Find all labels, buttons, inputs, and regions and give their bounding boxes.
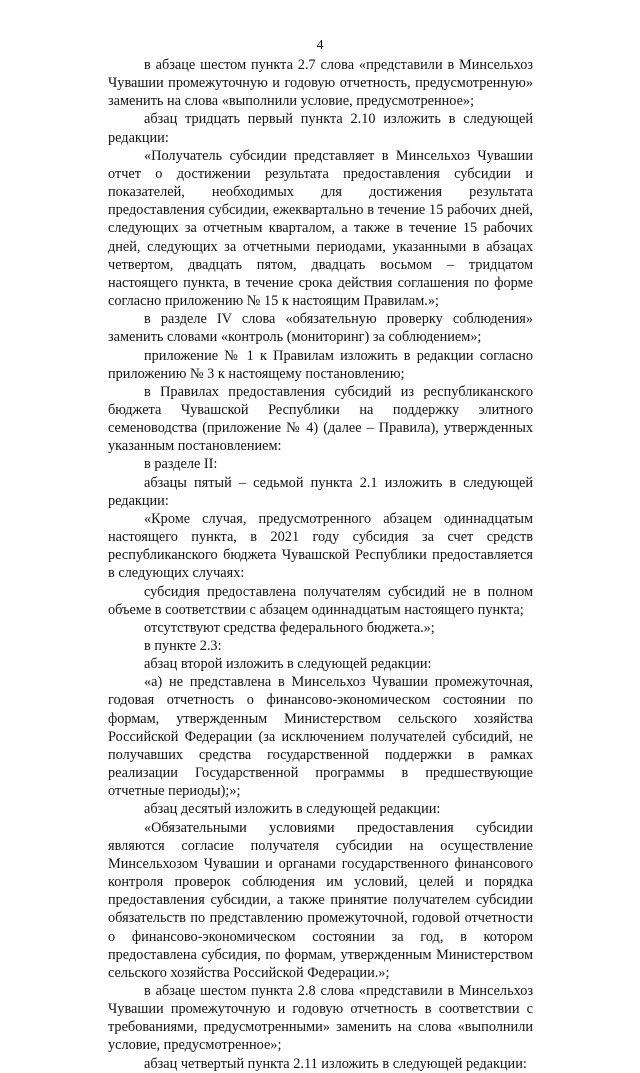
paragraph: приложение № 1 к Правилам изложить в редакции согласно приложению № 3 к настоящему постановлению; [108,347,533,382]
paragraph: в разделе IV слова «обязательную проверку соблюдения» заменить словами «контроль (мониторинг) за соблюдением»; [108,311,533,346]
paragraph: отсутствуют средства федерального бюджета.»; [144,619,435,636]
paragraph: в разделе II: [144,456,218,473]
paragraph: «Кроме случая, предусмотренного абзацем одиннадцатым настоящего пункта, в 2021 году субсидия за счет средств республиканского бюджета Чувашской Республики предоставляется в следующих случаях: [108,510,533,582]
paragraph: абзац десятый изложить в следующей редакции: [144,801,441,818]
paragraph: «Обязательными условиями предоставления субсидии являются согласие получателя субсидии на осуществление Минсельхозом Чувашии и органами государственного финансового контроля проверок соблюдения им условий, целей и порядка предоставления субсидии, а также принятие получателем субсидии обязательств по представлению промежуточной, годовой отчетности о финансово-экономическом состоянии за год, в котором предоставлена субсидия, по формам, утвержденным Министерством сельского хозяйства Российской Федерации.»; [108,819,533,981]
paragraph: абзацы пятый – седьмой пункта 2.1 изложить в следующей редакции: [108,474,533,509]
paragraph: в пункте 2.3: [144,638,222,654]
paragraph: абзац второй изложить в следующей редакции: [144,656,432,673]
paragraph: абзац четвертый пункта 2.11 изложить в следующей редакции: [144,1055,527,1072]
paragraph: абзац тридцать первый пункта 2.10 изложить в следующей редакции: [108,111,533,146]
paragraph: в абзаце шестом пункта 2.7 слова «представили в Минсельхоз Чувашии промежуточную и годовую отчетность, предусмотренную» заменить на слова «выполнили условие, предусмотренное»; [108,57,533,110]
document-body [108,56,533,1073]
paragraph: субсидия предоставлена получателям субсидий не в полном объеме в соответствии с абзацем одиннадцатым настоящего пункта; [108,583,533,618]
paragraph: «а) не представлена в Минсельхоз Чувашии промежуточная, годовая отчетность о финансово-экономическом состоянии по формам, утвержденным Министерством сельского хозяйства Российской Федерации (за исключением получателей субсидий, не получавших средства государственной поддержки в рамках реализации Государственной программы в предшествующие отчетные периоды);»; [108,674,533,800]
paragraph: в Правилах предоставления субсидий из республиканского бюджета Чувашской Республики на поддержку элитного семеноводства (приложение № 4) (далее – Правила), утвержденных указанным постановлением: [108,383,533,455]
paragraph: в абзаце шестом пункта 2.8 слова «представили в Минсельхоз Чувашии промежуточную и годовую отчетность в соответствии с требованиями, предусмотренными» заменить на слова «выполнили условие, предусмотренное»; [108,982,533,1054]
page-number: 4 [316,38,324,53]
paragraph: «Получатель субсидии представляет в Минсельхоз Чувашии отчет о достижении результата предоставления субсидии и показателей, необходимых для достижения результата предоставления субсидии, ежеквартально в течение 15 рабочих дней, следующих за отчетным кварталом, а также в течение 15 рабочих дней, следующих за отчетными периодами, указанными в абзацах четвертом, двадцать пятом, двадцать восьмом – тридцатом настоящего пункта, в течение срока действия соглашения по форме согласно приложению № 15 к настоящим Правилам.»; [108,147,533,310]
